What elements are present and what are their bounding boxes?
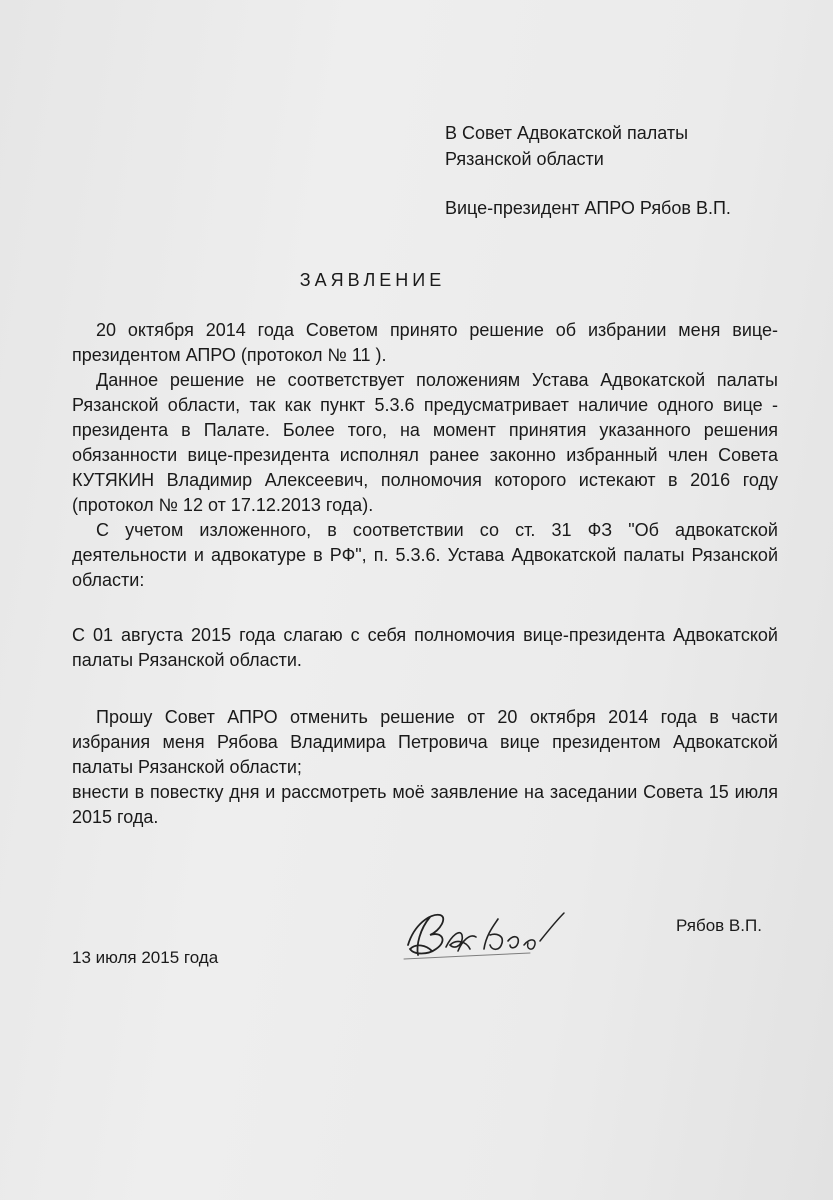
handwritten-signature (400, 905, 570, 965)
recipient-block (445, 120, 688, 172)
paragraph-agenda: внести в повестку дня и рассмотреть моё заявление на заседании Совета 15 июля 2015 года. (72, 782, 778, 827)
signer-name: Рябов В.П. (676, 916, 762, 935)
paragraph-resignation: С 01 августа 2015 года слагаю с себя полномочия вице-президента Адвокатской палаты Рязанской области. (72, 625, 778, 670)
sender-line: Вице-президент АПРО Рябов В.П. (445, 198, 731, 218)
document-title: ЗАЯВЛЕНИЕ (299, 270, 446, 290)
paragraph-election: 20 октября 2014 года Советом принято решение об избрании меня вице-президентом АПРО (протокол № 11 ). (72, 320, 778, 365)
document-body (72, 318, 778, 830)
paragraph-request: Прошу Совет АПРО отменить решение от 20 октября 2014 года в части избрания меня Рябова Владимира Петровича вице президентом Адвокатской палаты Рязанской области; (72, 707, 778, 777)
paragraph-violation: Данное решение не соответствует положениям Устава Адвокатской палаты Рязанской области, так как пункт 5.3.6 предусматривает наличие одного вице - президента в Палате. Более того, на момент принятия указанного решения обязанности вице-президента исполнял ранее законно избранный член Совета КУТЯКИН Владимир Алексеевич, полномочия которого истекают в 2016 году (протокол № 12 от 17.12.2013 года). (72, 370, 778, 515)
paragraph-legal-basis: С учетом изложенного, в соответствии со ст. 31 ФЗ "Об адвокатской деятельности и адвокатуре в РФ", п. 5.3.6. Устава Адвокатской палаты Рязанской области: (72, 520, 778, 590)
recipient-line-2: Рязанской области (445, 149, 604, 169)
document-date: 13 июля 2015 года (72, 948, 219, 967)
recipient-line-1: В Совет Адвокатской палаты (445, 123, 689, 143)
